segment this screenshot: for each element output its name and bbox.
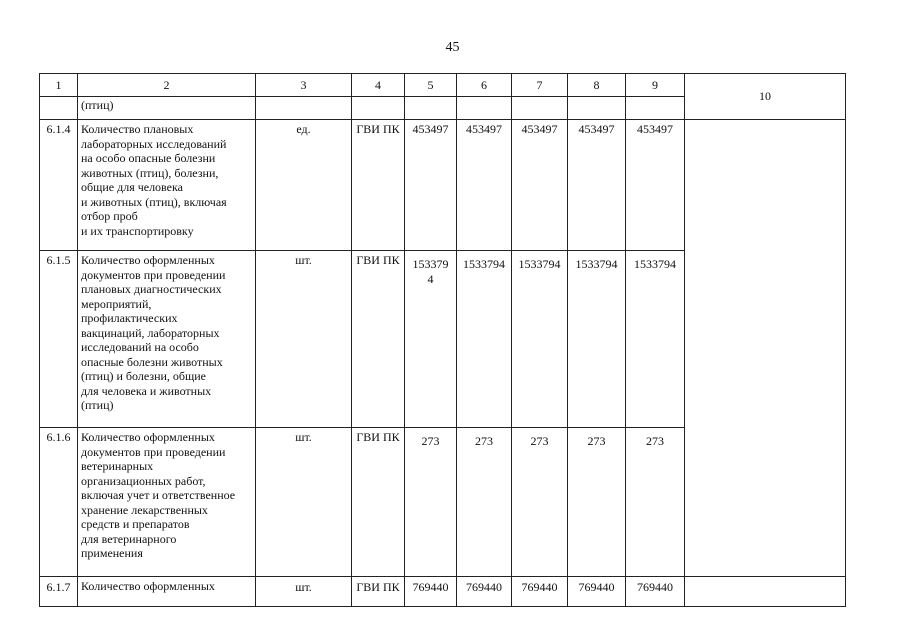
cell-value: [626, 97, 685, 120]
column-header-6: 6: [457, 74, 512, 97]
cell-num: 6.1.7: [40, 577, 78, 607]
value-part: 4: [427, 271, 434, 286]
data-table: [39, 73, 846, 607]
name-line: документов при проведении: [81, 267, 226, 282]
cell-value: 769440: [405, 577, 457, 607]
name-line: для ветеринарного: [81, 531, 177, 546]
cell-num: 6.1.5: [40, 251, 78, 428]
name-line: профилактических: [81, 311, 178, 325]
table-row: [40, 577, 846, 607]
cell-num: [40, 97, 78, 120]
name-line: исследований на особо: [81, 340, 199, 354]
column-header-3: 3: [256, 74, 352, 97]
name-line: Количество оформленных: [81, 430, 215, 444]
cell-name: [78, 577, 256, 607]
name-line: организационных работ,: [81, 473, 206, 488]
name-line: на особо опасные болезни: [81, 151, 216, 165]
cell-name: (птиц): [78, 97, 256, 120]
cell-value: 273: [405, 428, 457, 577]
value-part: 153379: [412, 257, 449, 271]
name-line: опасные болезни животных: [81, 354, 223, 369]
cell-org: ГВИ ПК: [352, 428, 405, 577]
cell-name: [78, 251, 256, 428]
name-line: отбор проб: [81, 209, 138, 223]
name-line: плановых диагностических: [81, 282, 222, 296]
name-line: (птиц): [81, 398, 114, 412]
cell-value: 273: [457, 428, 512, 577]
cell-value: 769440: [568, 577, 626, 607]
name-line: средств и препаратов: [81, 517, 190, 531]
column-header-5: 5: [405, 74, 457, 97]
cell-value: 769440: [512, 577, 568, 607]
cell-notes: [685, 577, 846, 607]
cell-value: 1533794: [512, 251, 568, 428]
cell-unit: шт.: [256, 251, 352, 428]
header-row: [40, 74, 846, 97]
cell-name: [78, 120, 256, 251]
name-line: Количество оформленных: [81, 579, 215, 593]
cell-value: 453497: [405, 120, 457, 251]
name-line: животных (птиц), болезни,: [81, 165, 219, 180]
cell-org: ГВИ ПК: [352, 251, 405, 428]
name-line: для человека и животных: [81, 383, 212, 398]
cell-org: ГВИ ПК: [352, 120, 405, 251]
cell-value: 453497: [512, 120, 568, 251]
name-line: документов при проведении: [81, 444, 226, 459]
cell-value: 453497: [457, 120, 512, 251]
name-line: и их транспортировку: [81, 223, 194, 238]
cell-value: 453497: [626, 120, 685, 251]
cell-unit: [256, 97, 352, 120]
name-line: применения: [81, 546, 143, 560]
cell-value: [512, 97, 568, 120]
table-row: [40, 120, 846, 251]
cell-value: [568, 97, 626, 120]
cell-num: 6.1.4: [40, 120, 78, 251]
cell-value: 453497: [568, 120, 626, 251]
column-header-4: 4: [352, 74, 405, 97]
cell-value: [457, 97, 512, 120]
name-line: и животных (птиц), включая: [81, 194, 227, 209]
column-header-1: 1: [40, 74, 78, 97]
name-line: ветеринарных: [81, 459, 154, 473]
name-line: включая учет и ответственное: [81, 488, 236, 502]
cell-value: 273: [512, 428, 568, 577]
name-line: общие для человека: [81, 180, 183, 194]
cell-value: 1533794: [568, 251, 626, 428]
cell-unit: ед.: [256, 120, 352, 251]
cell-unit: шт.: [256, 577, 352, 607]
name-line: хранение лекарственных: [81, 502, 208, 517]
cell-name: [78, 428, 256, 577]
cell-value: [405, 97, 457, 120]
name-line: Количество плановых: [81, 122, 194, 136]
name-line: мероприятий,: [81, 296, 152, 311]
cell-value: 769440: [626, 577, 685, 607]
cell-value: 1533794: [626, 251, 685, 428]
cell-org: ГВИ ПК: [352, 577, 405, 607]
cell-value: 1533794: [457, 251, 512, 428]
column-header-10: 10: [685, 74, 846, 120]
column-header-2: 2: [78, 74, 256, 97]
cell-value: 273: [626, 428, 685, 577]
name-line: (птиц) и болезни, общие: [81, 369, 207, 383]
name-line: вакцинаций, лабораторных: [81, 325, 220, 340]
column-header-8: 8: [568, 74, 626, 97]
page-number: 45: [445, 40, 460, 55]
cell-unit: шт.: [256, 428, 352, 577]
name-line: лабораторных исследований: [81, 136, 227, 151]
column-header-9: 9: [626, 74, 685, 97]
name-line: Количество оформленных: [81, 253, 215, 267]
cell-num: 6.1.6: [40, 428, 78, 577]
cell-value: 769440: [457, 577, 512, 607]
cell-org: [352, 97, 405, 120]
column-header-7: 7: [512, 74, 568, 97]
cell-notes: [685, 120, 846, 577]
cell-value: 273: [568, 428, 626, 577]
cell-value: [405, 251, 457, 428]
